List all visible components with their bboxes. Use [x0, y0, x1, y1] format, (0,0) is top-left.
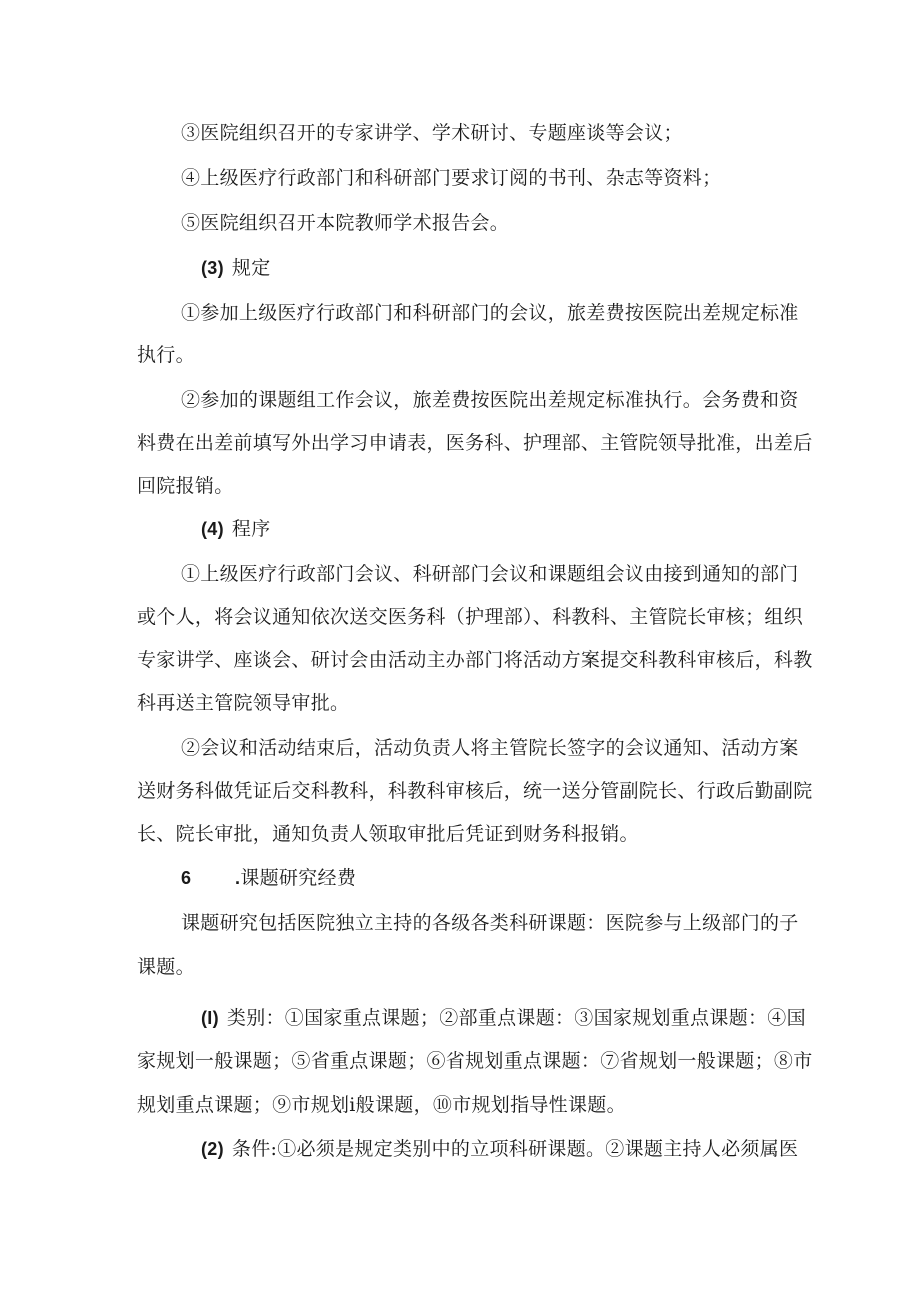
subsection-1-line: 规划重点课题；⑨市规划i般课题，⑩市规划指导性课题。 — [137, 1094, 626, 1116]
section-3-heading — [201, 256, 920, 280]
section-4-heading — [201, 517, 920, 541]
heading-6-intro-line: 课题研究包括医院独立主持的各级各类科研课题：医院参与上级部门的子 — [181, 912, 799, 934]
section-3-para-2-line: 回院报销。 — [137, 475, 234, 497]
subsection-1-text: 类别：①国家重点课题；②部重点课题：③国家规划重点课题：④国 — [226, 1007, 806, 1029]
heading-6 — [181, 866, 920, 890]
section-4-para-1-line: 或个人，将会议通知依次送交医务科（护理部）、科教科、主管院长审核；组织 — [137, 606, 804, 628]
subsection-2-line — [201, 1137, 920, 1161]
subsection-1-number: (I) — [201, 1008, 219, 1028]
list-item-meeting-type: ④上级医疗行政部门和科研部门要求订阅的书刊、杂志等资料； — [181, 167, 722, 189]
heading-6-title: 课题研究经费 — [240, 867, 357, 889]
list-item-meeting-type: ⑤医院组织召开本院教师学术报告会。 — [181, 212, 510, 234]
section-3-para-2-line: ②参加的课题组工作会议，旅差费按医院出差规定标准执行。会务费和资 — [181, 389, 799, 411]
section-4-para-1-line: 专家讲学、座谈会、研讨会由活动主办部门将活动方案提交科教科审核后，科教 — [137, 649, 813, 671]
heading-6-number: 6 — [181, 868, 192, 888]
section-3-title: 规定 — [231, 257, 271, 279]
subsection-2-text: 条件:①必须是规定类别中的立项科研课题。②课题主持人必须属医 — [231, 1138, 799, 1160]
section-4-para-1-line: ①上级医疗行政部门会议、科研部门会议和课题组会议由接到通知的部门 — [181, 563, 799, 585]
section-3-para-2-line: 料费在出差前填写外出学习申请表，医务科、护理部、主管院领导批准，出差后 — [137, 432, 813, 454]
section-4-para-2-line: 送财务科做凭证后交科教科，科教科审核后，统一送分管副院长、行政后勤副院 — [137, 780, 813, 802]
section-3-para-1-line: 执行。 — [137, 344, 195, 366]
section-4-para-2-line: 长、院长审批，通知负责人领取审批后凭证到财务科报销。 — [137, 823, 639, 845]
heading-6-intro-line: 课题。 — [137, 956, 195, 978]
subsection-1-line: 家规划一般课题；⑤省重点课题；⑥省规划重点课题：⑦省规划一般课题；⑧市 — [137, 1050, 813, 1072]
list-item-meeting-type: ③医院组织召开的专家讲学、学术研讨、专题座谈等会议； — [181, 122, 683, 144]
section-4-para-2-line: ②会议和活动结束后，活动负责人将主管院长签字的会议通知、活动方案 — [181, 737, 799, 759]
subsection-1-line — [201, 1006, 920, 1030]
section-4-number: (4) — [201, 519, 224, 539]
section-3-number: (3) — [201, 258, 224, 278]
section-3-para-1-line: ①参加上级医疗行政部门和科研部门的会议，旅差费按医院出差规定标准 — [181, 302, 799, 324]
section-4-para-1-line: 科再送主管院领导审批。 — [137, 692, 350, 714]
subsection-2-number: (2) — [201, 1139, 224, 1159]
section-4-title: 程序 — [231, 518, 271, 540]
heading-6-dot: . — [235, 868, 241, 888]
